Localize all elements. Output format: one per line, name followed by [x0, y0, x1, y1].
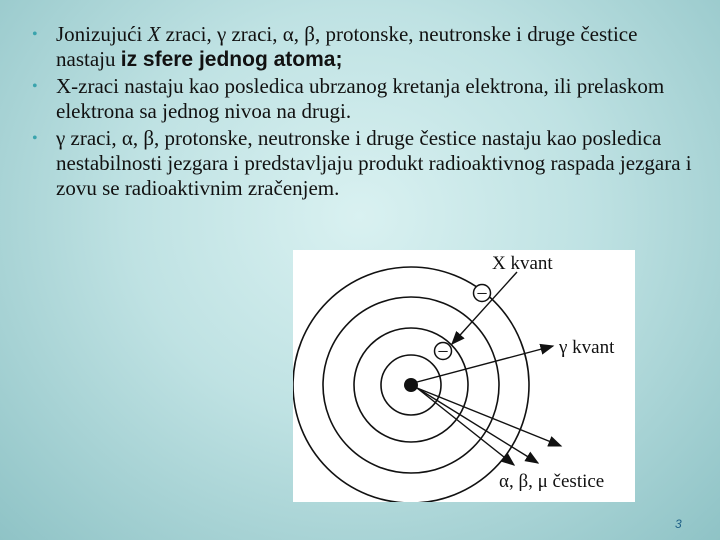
bullet-1-prefix: Jonizujući: [56, 22, 148, 46]
bullet-1-bold: iz sfere jednog atoma;: [120, 48, 343, 71]
particles-label: α, β, μ čestice: [499, 471, 605, 492]
x-kvant-label: X kvant: [492, 253, 553, 274]
bullet-marker: •: [32, 130, 38, 147]
bullet-1-text: zraci, γ zraci, α, β, protonske, neutronske i druge čestice nastaju: [56, 22, 638, 71]
nucleus: [404, 378, 418, 392]
bullet-item-xrays: [32, 74, 702, 124]
electron-outer-sign: −: [476, 283, 488, 305]
particle-arrow: [417, 388, 538, 463]
bullet-text: [56, 22, 637, 71]
bullet-item-ionizing: [32, 22, 702, 72]
bullet-text: X-zraci nastaju kao posledica ubrzanog kretanja elektrona, ili prelaskom elektrona sa jednog nivoa na drugi.: [56, 74, 665, 123]
bullet-item-gamma: [32, 126, 702, 201]
x-italic: X: [147, 22, 161, 46]
bullet-text: γ zraci, α, β, protonske, neutronske i druge čestice nastaju kao posledica nestabilnosti jezgara i predstavljaju produkt radioaktivnog raspada jezgara i zovu se radioaktivnim zračenjem.: [56, 126, 692, 200]
bullet-marker: •: [32, 26, 38, 43]
bullet-list: [32, 22, 702, 203]
page-number: 3: [675, 517, 682, 531]
gamma-kvant-label: γ kvant: [559, 337, 615, 358]
atom-diagram: [293, 250, 635, 502]
atom-diagram-svg: [293, 250, 635, 502]
bullet-marker: •: [32, 78, 38, 95]
electron-inner-sign: −: [437, 341, 449, 363]
particle-arrow: [417, 388, 561, 446]
